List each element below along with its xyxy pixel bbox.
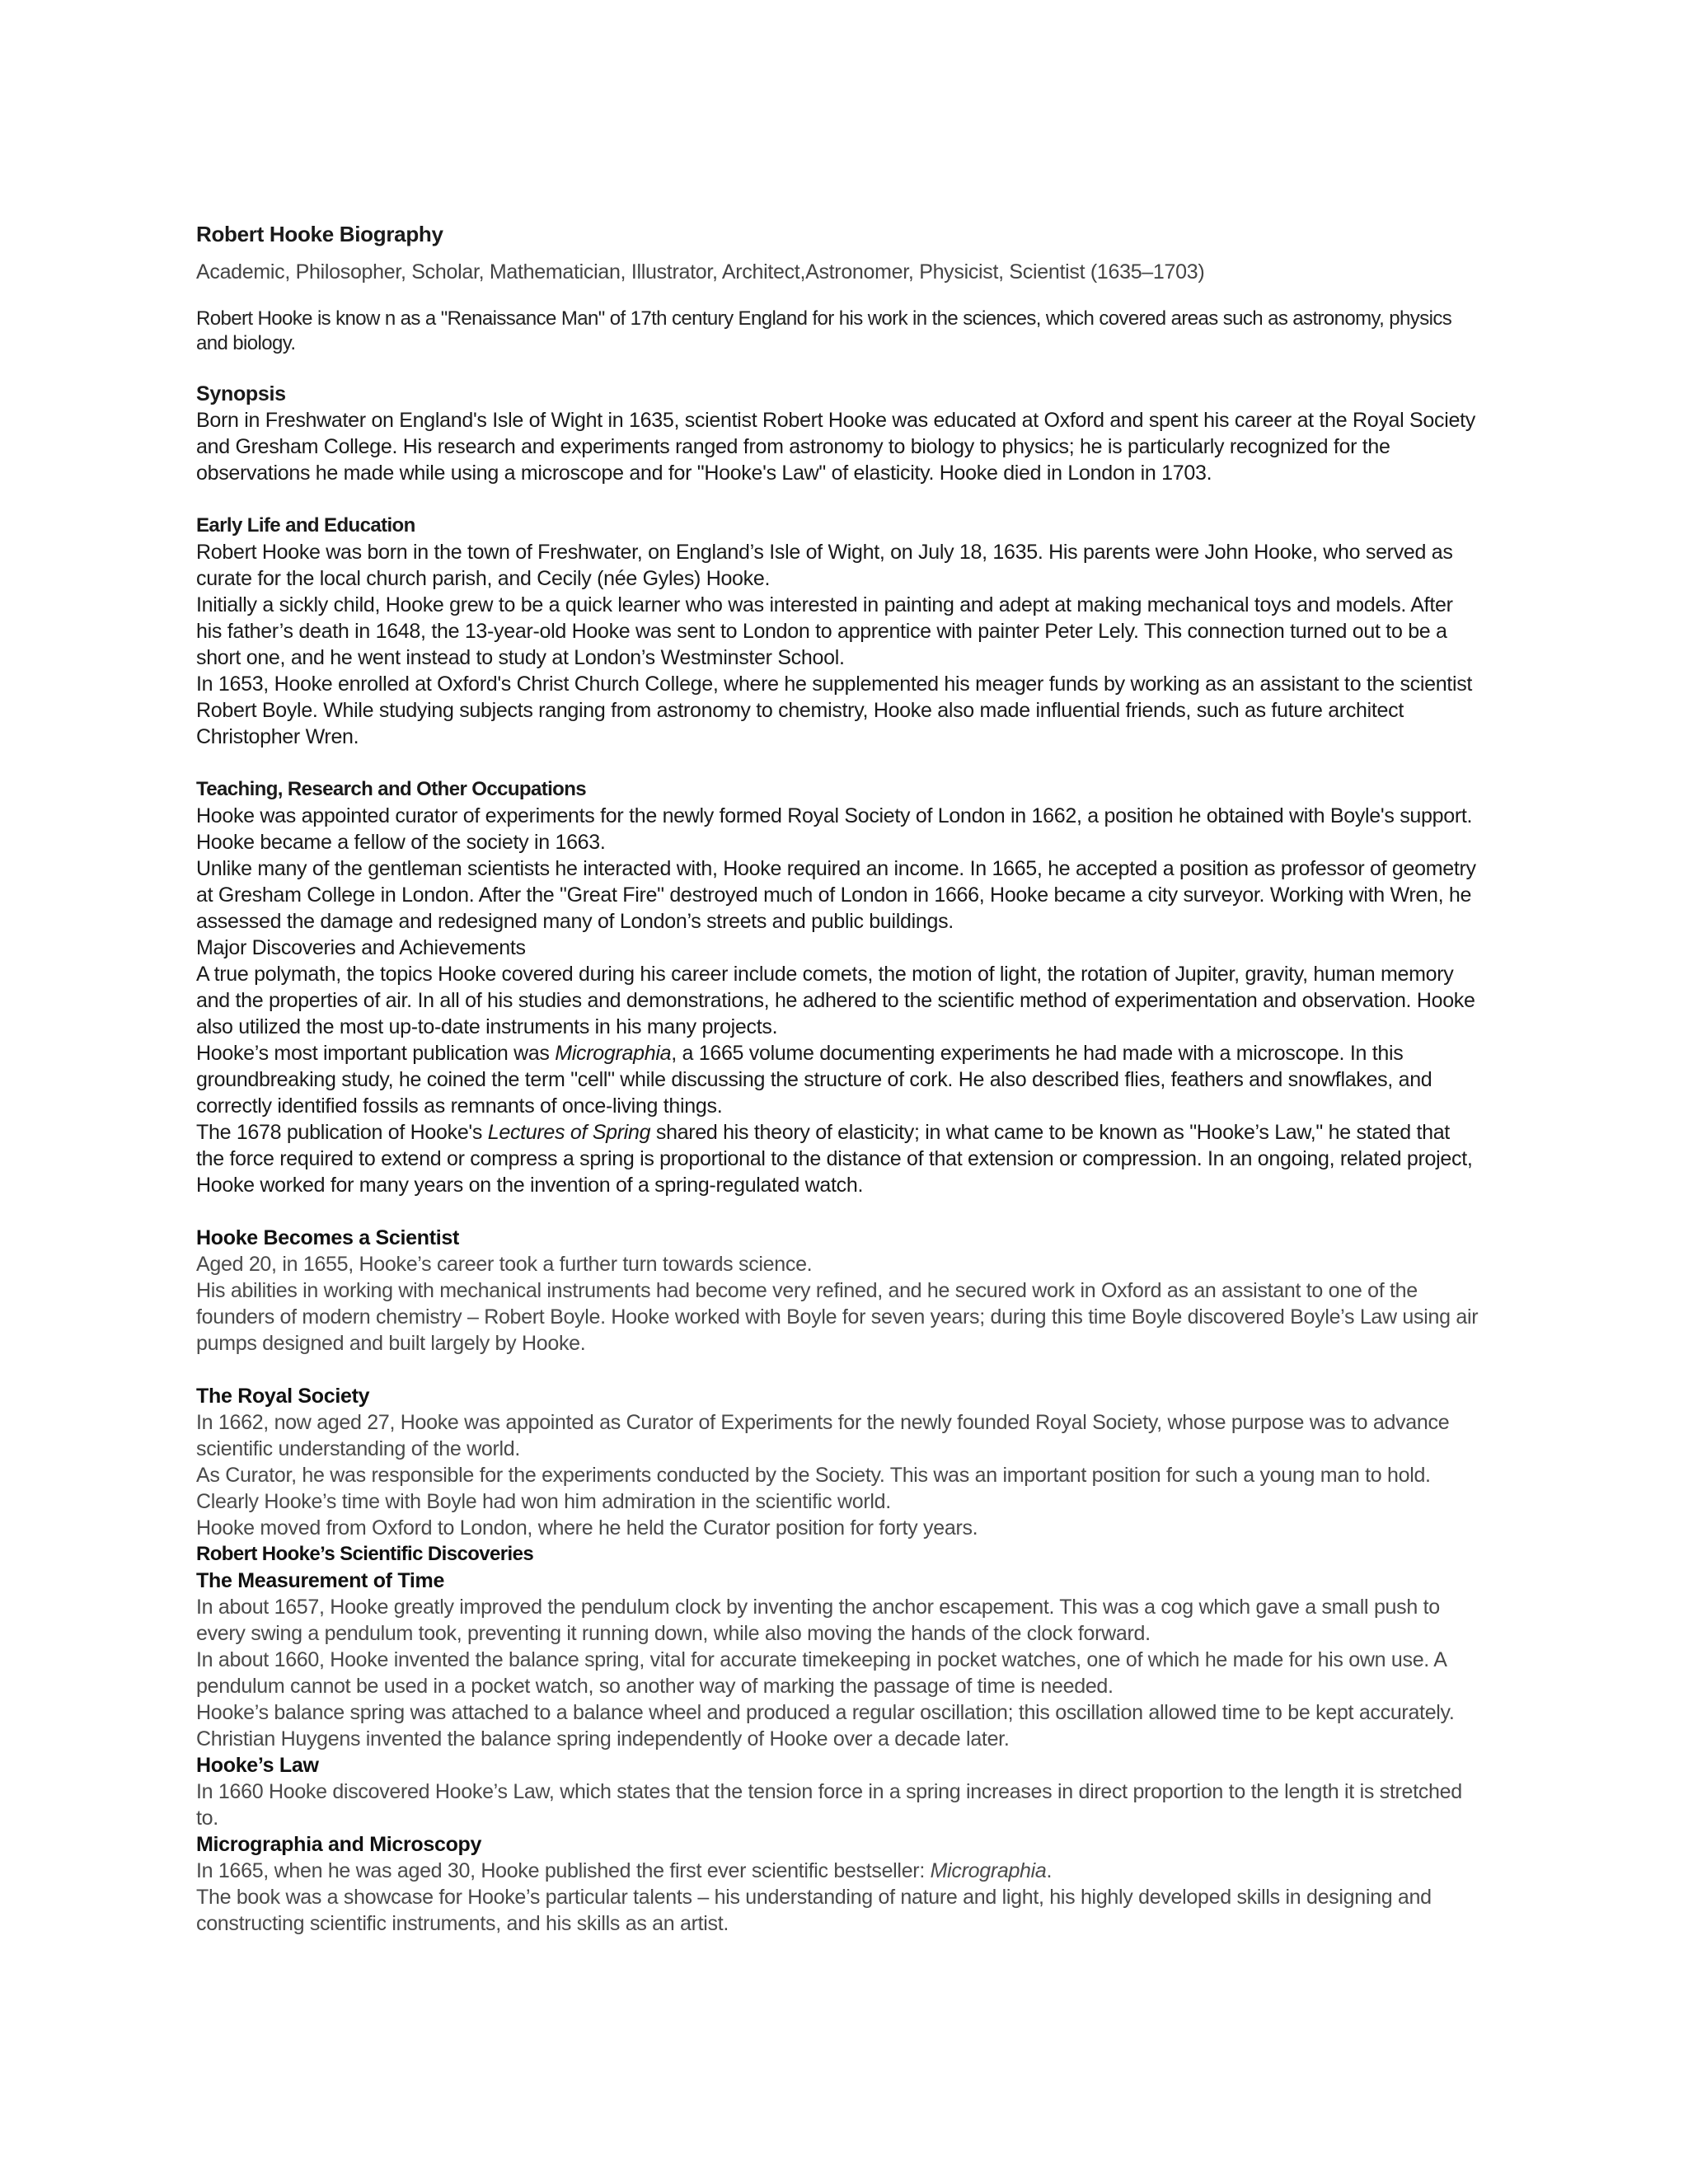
text-run: In 1665, when he was aged 30, Hooke published the first ever scientific bestseller: (196, 1859, 931, 1882)
section-synopsis (196, 381, 1482, 486)
document-subtitle: Academic, Philosopher, Scholar, Mathematician, Illustrator, Architect,Astronomer, Physicist, Scientist (1635–1703) (196, 260, 1205, 284)
paragraph: As Curator, he was responsible for the experiments conducted by the Society. This was an important position for such a young man to hold. Clearly Hooke’s time with Boyle had won him admiration in the scientific world. (196, 1464, 1431, 1513)
section-heading: Hooke Becomes a Scientist (196, 1226, 460, 1249)
document-title: Robert Hooke Biography (196, 222, 443, 246)
paragraph: The book was a showcase for Hooke’s particular talents – his understanding of nature and light, his highly developed skills in designing and constructing scientific instruments, and his skills as an artist. (196, 1886, 1432, 1935)
paragraph: Hooke was appointed curator of experiments for the newly formed Royal Society of London in 1662, a position he obtained with Boyle's support. Hooke became a fellow of the society in 1663. (196, 804, 1473, 854)
intro-paragraph: Robert Hooke is know n as a "Renaissance Man" of 17th century England for his work in the sciences, which covered areas such as astronomy, physics and biology. (196, 307, 1452, 354)
book-title: Lectures of Spring (487, 1121, 651, 1144)
section-heading: Synopsis (196, 382, 286, 405)
paragraph: Aged 20, in 1655, Hooke’s career took a further turn towards science. (196, 1253, 813, 1276)
text-run: , a 1665 volume documenting experiments he had made with a microscope. In this groundbreaking study, he coined the term "cell" while discussing the structure of cork. He also described flies, feathers and snowflakes, and correctly identified fossils as remnants of once-living things. (196, 1042, 1432, 1118)
text-run: shared his theory of elasticity; in what came to be known as "Hooke’s Law," he stated that the force required to extend or compress a spring is proportional to the distance of that extension or compression. In an ongoing, related project, Hooke worked for many years on the invention of a spring-regulated watch. (196, 1121, 1473, 1197)
text-run: The 1678 publication of Hooke's (196, 1121, 488, 1144)
section-discoveries (196, 1541, 1482, 1937)
paragraph: Hooke moved from Oxford to London, where he held the Curator position for forty years. (196, 1516, 978, 1540)
paragraph: Hooke’s balance spring was attached to a balance wheel and produced a regular oscillation; this oscillation allowed time to be kept accurately. Christian Huygens invented the balance spring independently of Hooke over a decade later. (196, 1701, 1455, 1750)
paragraph (196, 1040, 1482, 1119)
paragraph: In 1662, now aged 27, Hooke was appointed as Curator of Experiments for the newly founded Royal Society, whose purpose was to advance scientific understanding of the world. (196, 1411, 1450, 1460)
section-becomes-scientist (196, 1225, 1482, 1357)
paragraph: Initially a sickly child, Hooke grew to be a quick learner who was interested in painting and adept at making mechanical toys and models. After his father’s death in 1648, the 13-year-old Hooke was sent to London to apprentice with painter Peter Lely. This connection turned out to be a short one, and he went instead to study at London’s Westminster School. (196, 593, 1453, 669)
paragraph: In 1653, Hooke enrolled at Oxford's Christ Church College, where he supplemented his meager funds by working as an assistant to the scientist Robert Boyle. While studying subjects ranging from astronomy to chemistry, Hooke also made influential friends, such as future architect Christopher Wren. (196, 673, 1473, 748)
text-run: . (1046, 1859, 1053, 1882)
section-royal-society (196, 1383, 1482, 1541)
subsection-heading: Hooke’s Law (196, 1754, 319, 1777)
paragraph: In 1660 Hooke discovered Hooke’s Law, which states that the tension force in a spring increases in direct proportion to the length it is stretched to. (196, 1780, 1462, 1830)
paragraph: Born in Freshwater on England's Isle of Wight in 1635, scientist Robert Hooke was educated at Oxford and spent his career at the Royal Society and Gresham College. His research and experiments ranged from astronomy to biology to physics; he is particularly recognized for the observations he made while using a microscope and for "Hooke's Law" of elasticity. Hooke died in London in 1703. (196, 409, 1475, 485)
book-title: Micrographia (930, 1859, 1047, 1882)
paragraph: A true polymath, the topics Hooke covered during his career include comets, the motion of light, the rotation of Jupiter, gravity, human memory and the properties of air. In all of his studies and demonstrations, he adhered to the scientific method of experimentation and observation. Hooke also utilized the most up-to-date instruments in his many projects. (196, 963, 1475, 1038)
subsection-heading: Micrographia and Microscopy (196, 1833, 482, 1856)
paragraph: In about 1657, Hooke greatly improved the pendulum clock by inventing the anchor escapement. This was a cog which gave a small push to every swing a pendulum took, preventing it running down, while also moving the hands of the clock forward. (196, 1596, 1440, 1645)
paragraph (196, 1119, 1482, 1198)
section-heading: Teaching, Research and Other Occupations (196, 778, 587, 800)
paragraph: Unlike many of the gentleman scientists he interacted with, Hooke required an income. In 1665, he accepted a position as professor of geometry at Gresham College in London. After the "Great Fire" destroyed much of London in 1666, Hooke became a city surveyor. Working with Wren, he assessed the damage and redesigned many of London’s streets and public buildings. (196, 857, 1476, 933)
section-teaching (196, 776, 1482, 1198)
paragraph: Robert Hooke was born in the town of Freshwater, on England’s Isle of Wight, on July 18, 1635. His parents were John Hooke, who served as curate for the local church parish, and Cecily (née Gyles) Hooke. (196, 541, 1453, 590)
section-heading: Early Life and Education (196, 514, 415, 537)
paragraph: His abilities in working with mechanical instruments had become very refined, and he secured work in Oxford as an assistant to one of the founders of modern chemistry – Robert Boyle. Hooke worked with Boyle for seven years; during this time Boyle discovered Boyle’s Law using air pumps designed and built largely by Hooke. (196, 1279, 1479, 1355)
book-title: Micrographia (555, 1042, 672, 1065)
subsection-heading: The Measurement of Time (196, 1569, 445, 1592)
section-heading: The Royal Society (196, 1385, 370, 1408)
paragraph: In about 1660, Hooke invented the balance spring, vital for accurate timekeeping in pocket watches, one of which he made for his own use. A pendulum cannot be used in a pocket watch, so another way of marking the passage of time is needed. (196, 1648, 1447, 1698)
text-run: Hooke’s most important publication was (196, 1042, 556, 1065)
section-heading: Robert Hooke’s Scientific Discoveries (196, 1543, 534, 1565)
document-page (196, 221, 1482, 1937)
paragraph (196, 1858, 1482, 1884)
section-early-life (196, 513, 1482, 750)
subheading: Major Discoveries and Achievements (196, 936, 526, 959)
